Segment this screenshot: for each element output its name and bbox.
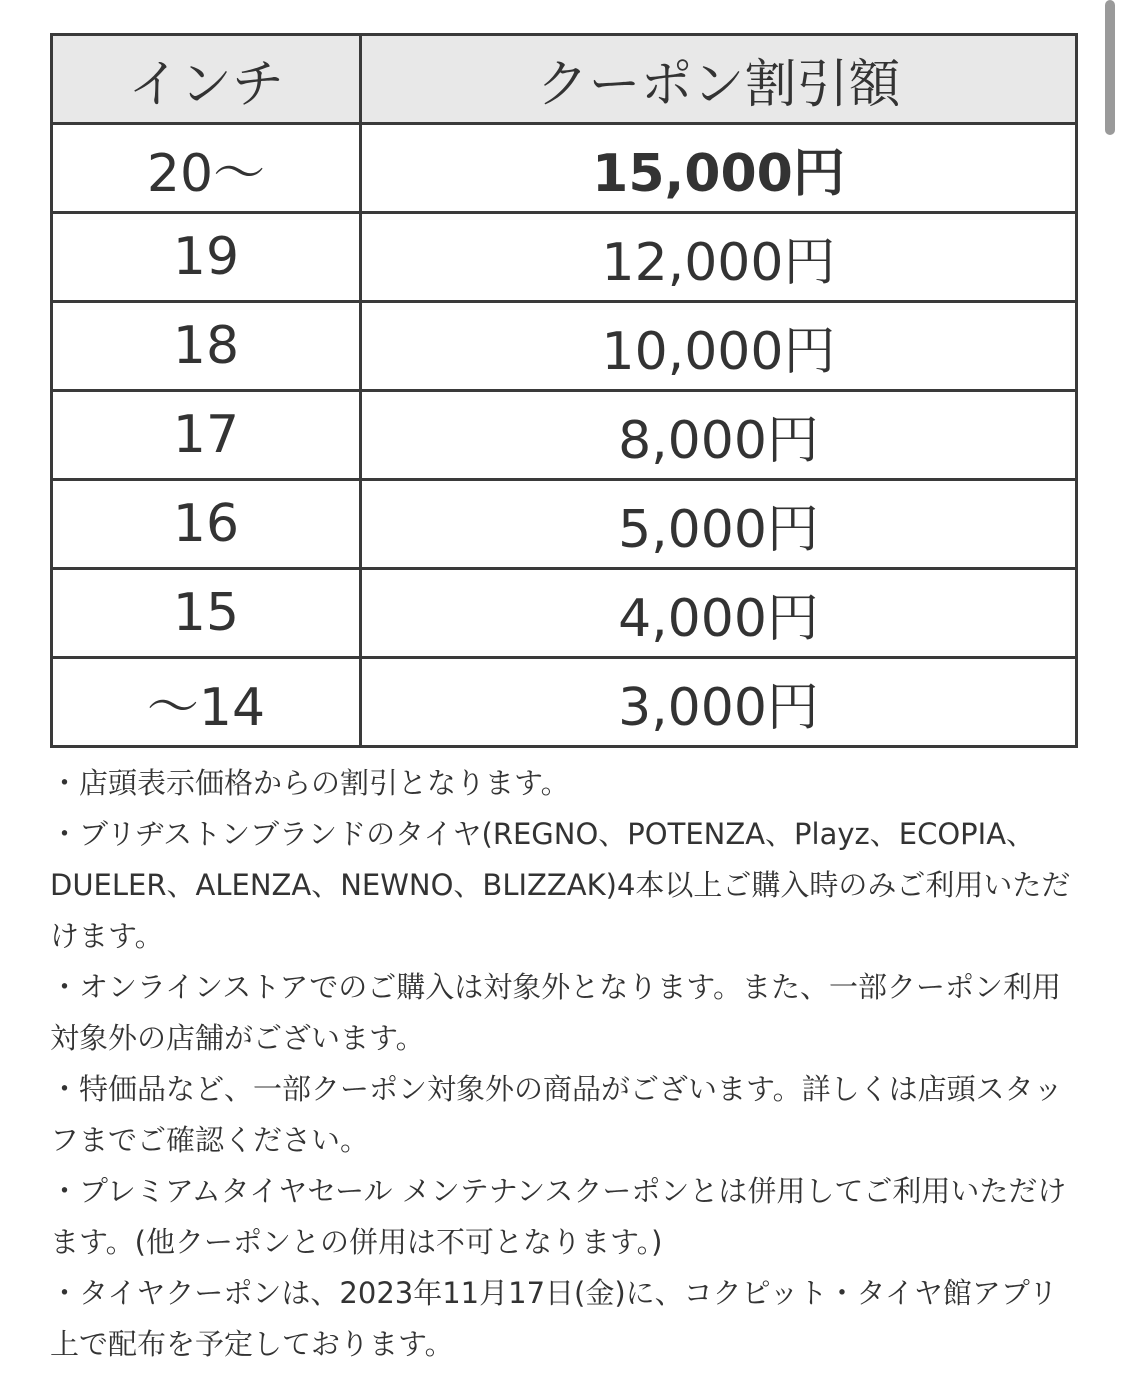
note-item: ・店頭表示価格からの割引となります。 (50, 766, 570, 800)
inch-cell: 〜14 (52, 658, 361, 747)
notes-list (50, 758, 1080, 1370)
discount-cell: 15,000円 (361, 124, 1077, 213)
table-header-row (52, 35, 1077, 124)
table-row (52, 391, 1077, 480)
discount-cell: 4,000円 (361, 569, 1077, 658)
note-item: ・ブリヂストンブランドのタイヤ(REGNO、POTENZA、Playz、ECOPIA、DUELER、ALENZA、NEWNO、BLIZZAK)4本以上ご購入時のみご利用いただけます。 (50, 817, 1071, 953)
discount-cell: 12,000円 (361, 213, 1077, 302)
inch-cell: 16 (52, 480, 361, 569)
inch-cell: 19 (52, 213, 361, 302)
discount-cell: 3,000円 (361, 658, 1077, 747)
coupon-discount-table (50, 33, 1078, 748)
table-row (52, 124, 1077, 213)
note-item: ・タイヤクーポンは、2023年11月17日(金)に、コクピット・タイヤ館アプリ上で配布を予定しております。 (50, 1276, 1058, 1361)
table-row (52, 302, 1077, 391)
note-item: ・オンラインストアでのご購入は対象外となります。また、一部クーポン利用対象外の店舗がございます。 (50, 970, 1061, 1055)
inch-cell: 15 (52, 569, 361, 658)
inch-cell: 17 (52, 391, 361, 480)
header-discount: クーポン割引額 (361, 35, 1077, 124)
table-row (52, 569, 1077, 658)
scrollbar-thumb[interactable] (1105, 0, 1115, 135)
discount-cell: 5,000円 (361, 480, 1077, 569)
table-row (52, 658, 1077, 747)
discount-cell: 8,000円 (361, 391, 1077, 480)
note-item: ・特価品など、一部クーポン対象外の商品がございます。詳しくは店頭スタッフまでご確認ください。 (50, 1072, 1063, 1157)
header-inch: インチ (52, 35, 361, 124)
discount-cell: 10,000円 (361, 302, 1077, 391)
inch-cell: 18 (52, 302, 361, 391)
table-row (52, 480, 1077, 569)
table-row (52, 213, 1077, 302)
inch-cell: 20〜 (52, 124, 361, 213)
note-item: ・プレミアムタイヤセール メンテナンスクーポンとは併用してご利用いただけます。(他クーポンとの併用は不可となります。) (50, 1174, 1067, 1259)
